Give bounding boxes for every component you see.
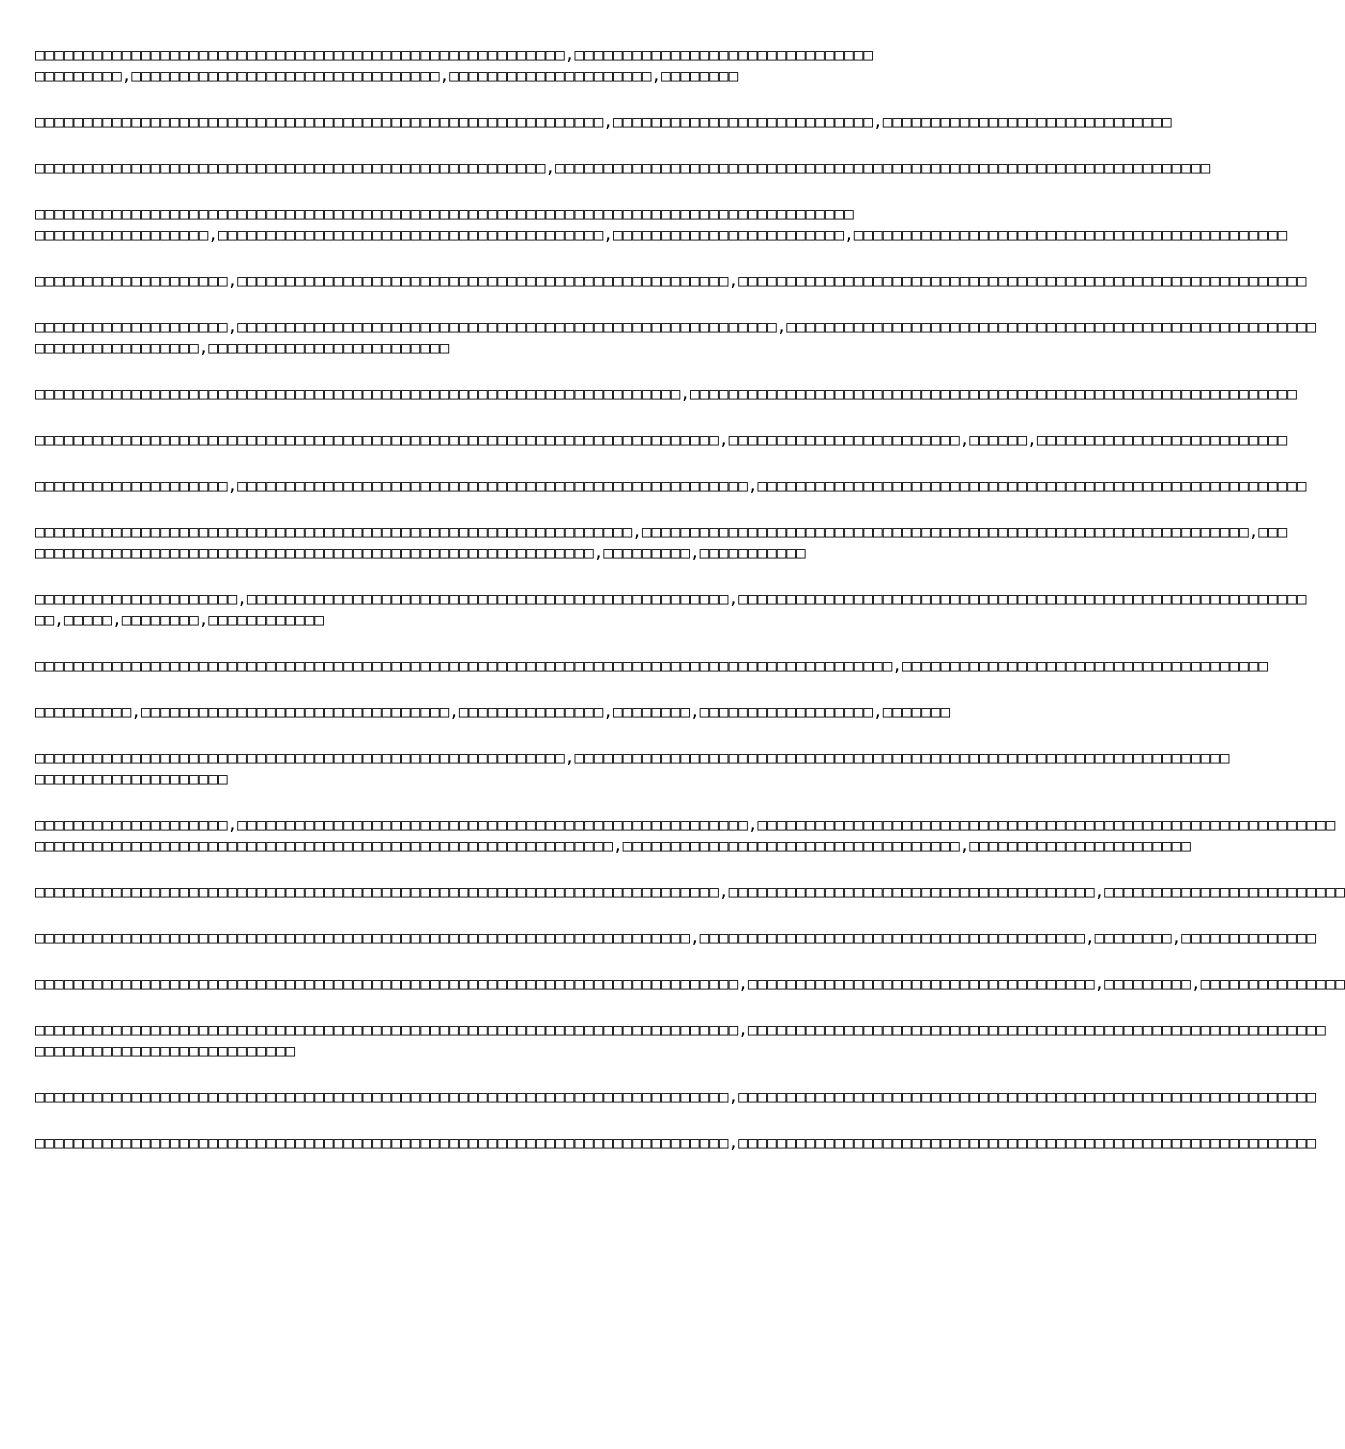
- text-line: □□□□□□□□□□□□□□□□□,□□□□□□□□□□□□□□□□□□□□□□□□□: [35, 338, 450, 357]
- text-line: □□□□□□□□□□□□□□□□□□□□,□□□□□□□□□□□□□□□□□□□□□□□□□□□□□□□□□□□□□□□□□□□□□□□□□□□□□,□□□□□□□□□□□□□□□□□□□□□□□□□□□□□□□□□□□□□□□□□□□□□□□□□□□□□□□□□□□□: [35, 815, 1336, 834]
- text-line: □□□□□□□□□□□□□□□□□□,□□□□□□□□□□□□□□□□□□□□□□□□□□□□□□□□□□□□□□□□,□□□□□□□□□□□□□□□□□□□□□□□□,□□□□□□□□□□□□□□□□□□□□□□□□□□□□□□□□□□□□□□□□□□□□□: [35, 225, 1288, 244]
- paragraph-list: [35, 44, 1345, 1153]
- text-line: □□□□□□□□□□,□□□□□□□□□□□□□□□□□□□□□□□□□□□□□□□□,□□□□□□□□□□□□□□□,□□□□□□□□,□□□□□□□□□□□□□□□□□□,□□□□□□□: [35, 702, 951, 721]
- paragraph: [35, 429, 1288, 450]
- text-line: □□□□□□□□□□□□□□□□□□□□□□□□□□□□□□□□□□□□□□□□□□□□□□□□□□□□□□□,□□□□□□□□□□□□□□□□□□□□□□□□□□□□□□□□□□□□□□□□□□□□□□□□□□□□□□□□□□□□□□□□□□□□: [35, 748, 1230, 767]
- text-line: □□□□□□□□□□□□□□□□□□□□□□□□□□□□□□□□□□□□□□□□□□□□□□□□□□□□□□□□□□,□□□□□□□□□,□□□□□□□□□□□: [35, 543, 806, 562]
- paragraph: [35, 655, 1268, 676]
- paragraph: [35, 1132, 1317, 1153]
- paragraph: [35, 588, 1307, 630]
- text-line: □□□□□□□□□□□□□□□□□□□□,□□□□□□□□□□□□□□□□□□□□□□□□□□□□□□□□□□□□□□□□□□□□□□□□□□□□□,□□□□□□□□□□□□□□□□□□□□□□□□□□□□□□□□□□□□□□□□□□□□□□□□□□□□□□□□□: [35, 476, 1307, 495]
- paragraph: [35, 111, 1172, 132]
- paragraph: [35, 270, 1307, 291]
- paragraph: [35, 973, 1345, 994]
- text-line: □□□□□□□□□□□□□□□□□□□□,□□□□□□□□□□□□□□□□□□□□□□□□□□□□□□□□□□□□□□□□□□□□□□□□□□□,□□□□□□□□□□□□□□□□□□□□□□□□□□□□□□□□□□□□□□□□□□□□□□□□□□□□□□□□□□□: [35, 271, 1307, 290]
- text-line: □□□□□□□□□□□□□□□□□□□□□□□□□□□□□□□□□□□□□□□□□□□□□□□□□□□□□□□□□□□□□□□□□□□,□□□□□□□□□□□□□□□□□□□□□□□□□□□□□□□□□□□□□□□□□□□□□□□□□□□□□□□□□□□□□□□: [35, 384, 1297, 403]
- text-line: □□□□□□□□□□□□□□□□□□□□□□□□□□□□□□□□□□□□□□□□□□□□□□□□□□□□□□□□□□□□□□,□□□□□□□□□□□□□□□□□□□□□□□□□□□□□□□□□□□□□□□□□□□□□□□□□□□□□□□□□□□□□□□,□□□: [35, 522, 1288, 541]
- paragraph: [35, 927, 1317, 948]
- paragraph: [35, 203, 1288, 245]
- text-line: □□□□□□□□□□□□□□□□□□□□□□□□□□□□□□□□□□□□□□□□□□□□□□□□□□□□□□□□□□□□,□□□□□□□□□□□□□□□□□□□□□□□□□□□□□□□□□□□,□□□□□□□□□□□□□□□□□□□□□□□: [35, 836, 1191, 855]
- text-line: □□□□□□□□□□□□□□□□□□□□: [35, 769, 228, 788]
- text-line: □□□□□□□□□□□□□□□□□□□□,□□□□□□□□□□□□□□□□□□□□□□□□□□□□□□□□□□□□□□□□□□□□□□□□□□□□□□□□,□□□□□□□□□□□□□□□□□□□□□□□□□□□□□□□□□□□□□□□□□□□□□□□□□□□□□□□: [35, 317, 1317, 336]
- text-line: □□□□□□□□□□□□□□□□□□□□□□□□□□□□□□□□□□□□□□□□□□□□□□□□□□□□□□□□□□□□□□□□□□□□□□□□□□□□□□□□□□□□□: [35, 204, 854, 223]
- paragraph: [35, 747, 1230, 789]
- paragraph: [35, 521, 1288, 563]
- paragraph: [35, 44, 989, 86]
- paragraph: [35, 475, 1307, 496]
- text-line: □□□□□□□□□□□□□□□□□□□□□□□□□□□□□□□□□□□□□□□□□□□□□□□□□□□□□□□,□□□□□□□□□□□□□□□□□□□□□□□□□□□□□□□: [35, 45, 874, 64]
- text-line: □□□□□□□□□,□□□□□□□□□□□□□□□□□□□□□□□□□□□□□□□□,□□□□□□□□□□□□□□□□□□□□□,□□□□□□□□: [35, 66, 739, 85]
- text-line: □□□□□□□□□□□□□□□□□□□□□□□□□□□□□□□□□□□□□□□□□□□□□□□□□□□□□□□□□□□□□□□□□□□□□□□□□,□□□□□□□□□□□□□□□□□□□□□□□□□□□□□□□□□□□□□□□□□□□□□□□□□□□□□□□□□□□□: [35, 1020, 1326, 1039]
- text-line: □□□□□□□□□□□□□□□□□□□□□□□□□□□□□□□□□□□□□□□□□□□□□□□□□□□□□□□□□□□□□□□□□□□□□□□□,□□□□□□□□□□□□□□□□□□□□□□□□□□□□□□□□□□□□□□□□□□□□□□□□□□□□□□□□□□□□: [35, 1087, 1317, 1106]
- paragraph: [35, 701, 989, 722]
- text-line: □□□□□□□□□□□□□□□□□□□□□□□□□□□□□□□□□□□□□□□□□□□□□□□□□□□□□,□□□□□□□□□□□□□□□□□□□□□□□□□□□□□□□□□□□□□□□□□□□□□□□□□□□□□□□□□□□□□□□□□□□□: [35, 158, 1211, 177]
- text-line: □□□□□□□□□□□□□□□□□□□□□□□□□□□: [35, 1041, 296, 1060]
- text-line: □□□□□□□□□□□□□□□□□□□□□□□□□□□□□□□□□□□□□□□□□□□□□□□□□□□□□□□□□□□□□□□□□□□□□□□□,□□□□□□□□□□□□□□□□□□□□□□□□□□□□□□□□□□□□□□□□□□□□□□□□□□□□□□□□□□□□: [35, 1133, 1317, 1152]
- paragraph: [35, 881, 1345, 902]
- text-line: □□,□□□□□,□□□□□□□□,□□□□□□□□□□□□: [35, 610, 324, 629]
- text-line: □□□□□□□□□□□□□□□□□□□□□□□□□□□□□□□□□□□□□□□□□□□□□□□□□□□□□□□□□□□□□□□□□□□□,□□□□□□□□□□□□□□□□□□□□□□□□□□□□□□□□□□□□□□□□,□□□□□□□□,□□□□□□□□□□□□□□: [35, 928, 1317, 947]
- text-line: □□□□□□□□□□□□□□□□□□□□□□□□□□□□□□□□□□□□□□□□□□□□□□□□□□□□□□□□□□□□□□□□□□□□□□□□□,□□□□□□□□□□□□□□□□□□□□□□□□□□□□□□□□□□□□,□□□□□□□□□,□□□□□□□□□□□□□□□: [35, 974, 1345, 993]
- paragraph: [35, 316, 1317, 358]
- text-line: □□□□□□□□□□□□□□□□□□□□□□□□□□□□□□□□□□□□□□□□□□□□□□□□□□□□□□□□□□□□□□□□□□□□□□□□□□□□□□□□□□□□□□□□□,□□□□□□□□□□□□□□□□□□□□□□□□□□□□□□□□□□□□□□: [35, 656, 1268, 675]
- text-line: □□□□□□□□□□□□□□□□□□□□□□□□□□□□□□□□□□□□□□□□□□□□□□□□□□□□□□□□□□□□□□□□□□□□□□□,□□□□□□□□□□□□□□□□□□□□□□□□□□□□□□□□□□□□□□,□□□□□□□□□□□□□□□□□□□□□□□□□: [35, 882, 1345, 901]
- document-body: [35, 44, 1345, 1178]
- text-line: □□□□□□□□□□□□□□□□□□□□□□□□□□□□□□□□□□□□□□□□□□□□□□□□□□□□□□□□□□□,□□□□□□□□□□□□□□□□□□□□□□□□□□□,□□□□□□□□□□□□□□□□□□□□□□□□□□□□□□: [35, 112, 1172, 131]
- paragraph: [35, 157, 1211, 178]
- paragraph: [35, 1086, 1317, 1107]
- text-line: □□□□□□□□□□□□□□□□□□□□□,□□□□□□□□□□□□□□□□□□□□□□□□□□□□□□□□□□□□□□□□□□□□□□□□□□,□□□□□□□□□□□□□□□□□□□□□□□□□□□□□□□□□□□□□□□□□□□□□□□□□□□□□□□□□□□: [35, 589, 1307, 608]
- paragraph: [35, 814, 1336, 856]
- text-line: □□□□□□□□□□□□□□□□□□□□□□□□□□□□□□□□□□□□□□□□□□□□□□□□□□□□□□□□□□□□□□□□□□□□□□□,□□□□□□□□□□□□□□□□□□□□□□□□,□□□□□□,□□□□□□□□□□□□□□□□□□□□□□□□□□: [35, 430, 1288, 449]
- paragraph: [35, 1019, 1326, 1061]
- paragraph: [35, 383, 1297, 404]
